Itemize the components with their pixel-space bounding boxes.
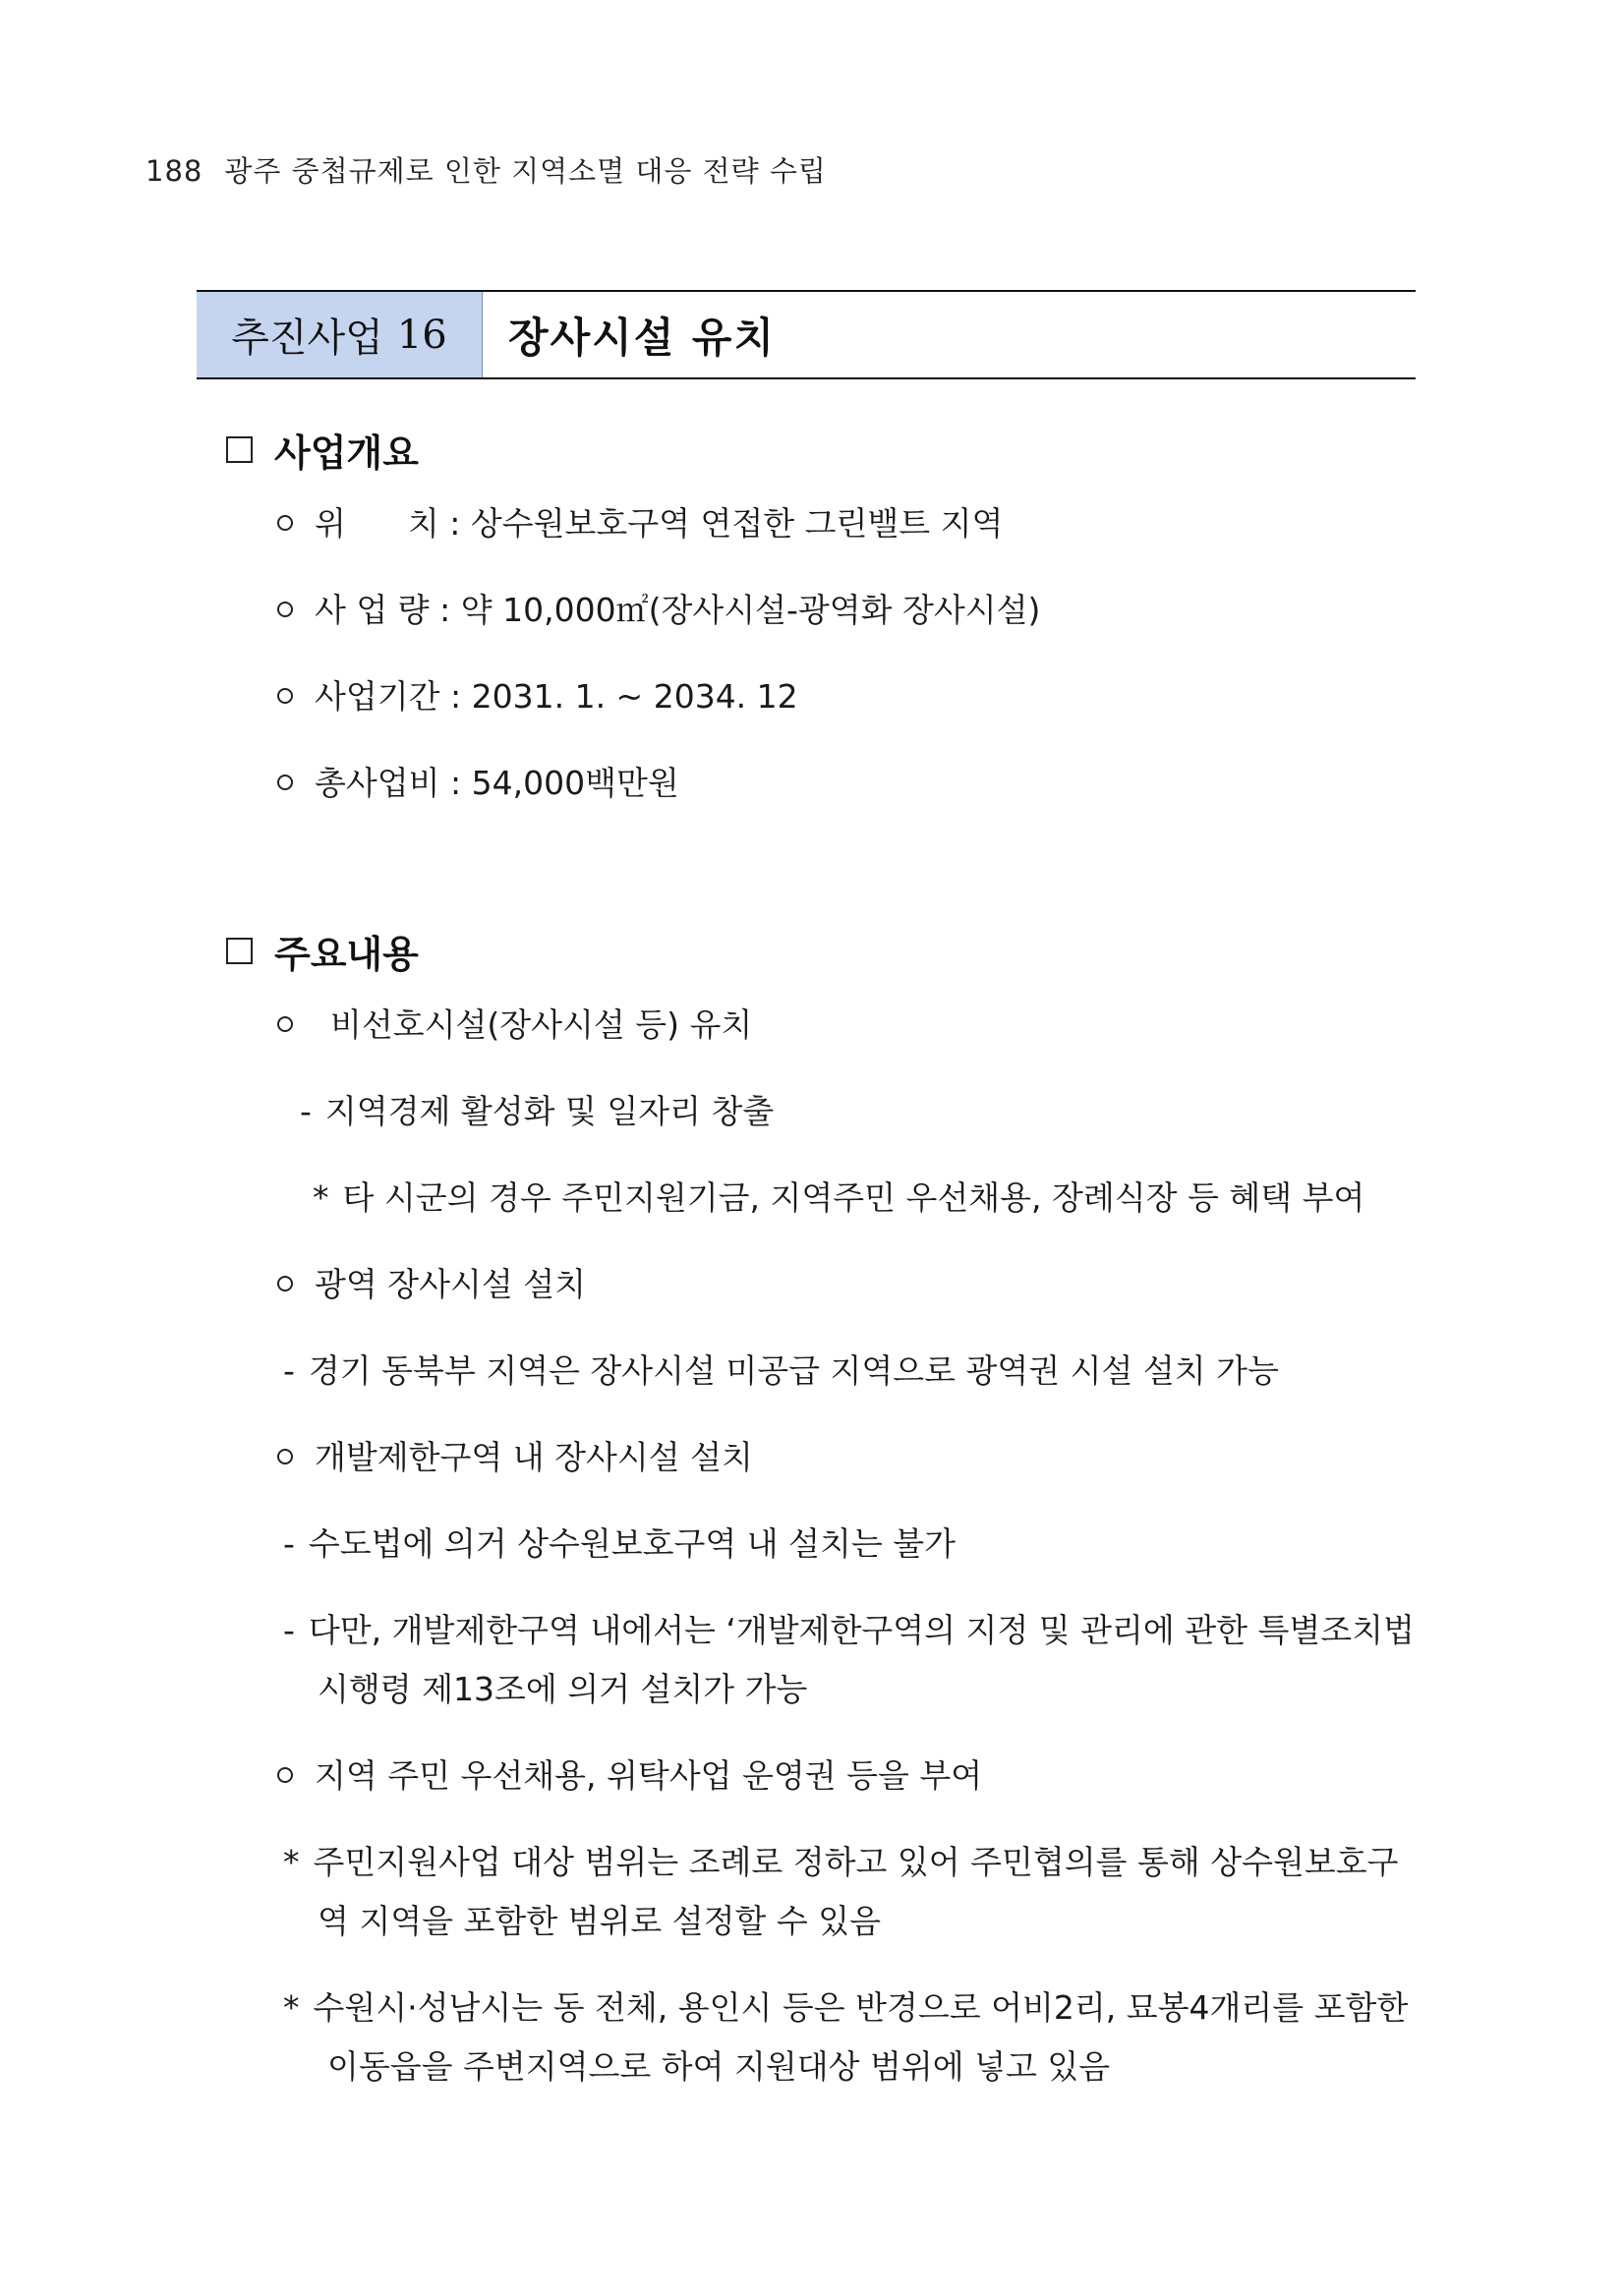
- content-line: [300, 1082, 774, 1141]
- running-header: [145, 149, 827, 190]
- overview-item-location: 위 치 : 상수원보호구역 연접한 그린밸트 지역: [277, 494, 1003, 553]
- overview-item-label: 사 업 량: [315, 591, 430, 629]
- content-heading: [226, 924, 419, 978]
- project-tag-number: 16: [396, 312, 447, 358]
- circle-bullet-icon: [277, 515, 293, 531]
- project-title: 장사시설 유치: [508, 313, 777, 362]
- content-line-text: 개발제한구역 내 장사시설 설치: [315, 1438, 753, 1476]
- content-line: [313, 1169, 1364, 1228]
- dash-marker: -: [283, 1524, 295, 1563]
- dash-marker: -: [300, 1092, 312, 1130]
- content-line: [283, 1342, 1279, 1401]
- overview-heading: [226, 423, 419, 477]
- asterisk-marker: *: [283, 1843, 300, 1881]
- content-line-continuation: 시행령 제13조에 의거 설치가 가능: [318, 1670, 808, 1708]
- project-tag-label: 추진사업: [231, 316, 383, 361]
- content-line: [277, 1255, 586, 1314]
- overview-heading-text: 사업개요: [274, 431, 419, 475]
- content-heading-text: 주요내용: [274, 933, 419, 976]
- content-line: [283, 1601, 1415, 1719]
- overview-item-value: 54,000백만원: [471, 764, 679, 802]
- project-tag: [197, 292, 482, 377]
- overview-item-label: 총사업비: [315, 764, 440, 802]
- circle-bullet-icon: [277, 688, 293, 704]
- asterisk-marker: *: [283, 1988, 300, 2027]
- content-line-text: 지역 주민 우선채용, 위탁사업 운영권 등을 부여: [315, 1756, 983, 1795]
- content-line-text: 타 시군의 경우 주민지원기금, 지역주민 우선채용, 장례식장 등 혜택 부여: [342, 1178, 1365, 1217]
- circle-bullet-icon: [277, 1449, 293, 1464]
- dash-marker: -: [283, 1351, 295, 1390]
- overview-item-value: 약 10,000㎡(장사시설-광역화 장사시설): [460, 591, 1041, 629]
- asterisk-marker: *: [313, 1178, 329, 1217]
- checkbox-square-icon: [226, 436, 253, 463]
- dash-marker: -: [283, 1611, 295, 1649]
- circle-bullet-icon: [277, 775, 293, 790]
- overview-item-value: 2031. 1. ~ 2034. 12: [471, 677, 798, 716]
- content-line-text: 다만, 개발제한구역 내에서는 ‘개발제한구역의 지정 및 관리에 관한 특별조치법: [308, 1611, 1415, 1649]
- content-line: [283, 1979, 1408, 2096]
- overview-item-label: 사업기간: [315, 677, 440, 716]
- content-line: [283, 1833, 1399, 1951]
- content-line: [277, 996, 752, 1055]
- content-line-text: 수도법에 의거 상수원보호구역 내 설치는 불가: [308, 1524, 957, 1563]
- content-line-text: 지역경제 활성화 및 일자리 창출: [324, 1092, 775, 1130]
- overview-item-period: 사업기간 : 2031. 1. ~ 2034. 12: [277, 667, 798, 726]
- content-line-text: 수원시·성남시는 동 전체, 용인시 등은 반경으로 어비2리, 묘봉4개리를 포함한: [313, 1988, 1409, 2027]
- content-line-text: 주민지원사업 대상 범위는 조례로 정하고 있어 주민협의를 통해 상수원보호구: [313, 1843, 1399, 1881]
- content-line: [277, 1428, 753, 1487]
- content-line-continuation: 역 지역을 포함한 범위로 설정할 수 있음: [318, 1902, 881, 1940]
- content-line-text: 경기 동북부 지역은 장사시설 미공급 지역으로 광역권 시설 설치 가능: [308, 1351, 1279, 1390]
- project-title-box: [197, 290, 1416, 379]
- overview-item-scale: 사 업 량 : 약 10,000㎡(장사시설-광역화 장사시설): [277, 581, 1040, 640]
- circle-bullet-icon: [277, 1276, 293, 1292]
- circle-bullet-icon: [277, 1016, 293, 1032]
- overview-item-label: 위 치: [315, 504, 439, 543]
- overview-item-value: 상수원보호구역 연접한 그린밸트 지역: [470, 504, 1004, 543]
- checkbox-square-icon: [226, 938, 253, 964]
- content-line-continuation: 이동읍을 주변지역으로 하여 지원대상 범위에 넣고 있음: [327, 2047, 1111, 2086]
- overview-item-budget: 총사업비 : 54,000백만원: [277, 754, 679, 813]
- page-number: 188: [145, 154, 203, 188]
- content-line-text: 비선호시설(장사시설 등) 유치: [330, 1005, 753, 1044]
- circle-bullet-icon: [277, 602, 293, 617]
- document-title: 광주 중첩규제로 인한 지역소멸 대응 전략 수립: [224, 154, 827, 188]
- content-line: [277, 1747, 982, 1806]
- content-line: [283, 1515, 956, 1574]
- circle-bullet-icon: [277, 1767, 293, 1783]
- content-line-text: 광역 장사시설 설치: [315, 1265, 587, 1303]
